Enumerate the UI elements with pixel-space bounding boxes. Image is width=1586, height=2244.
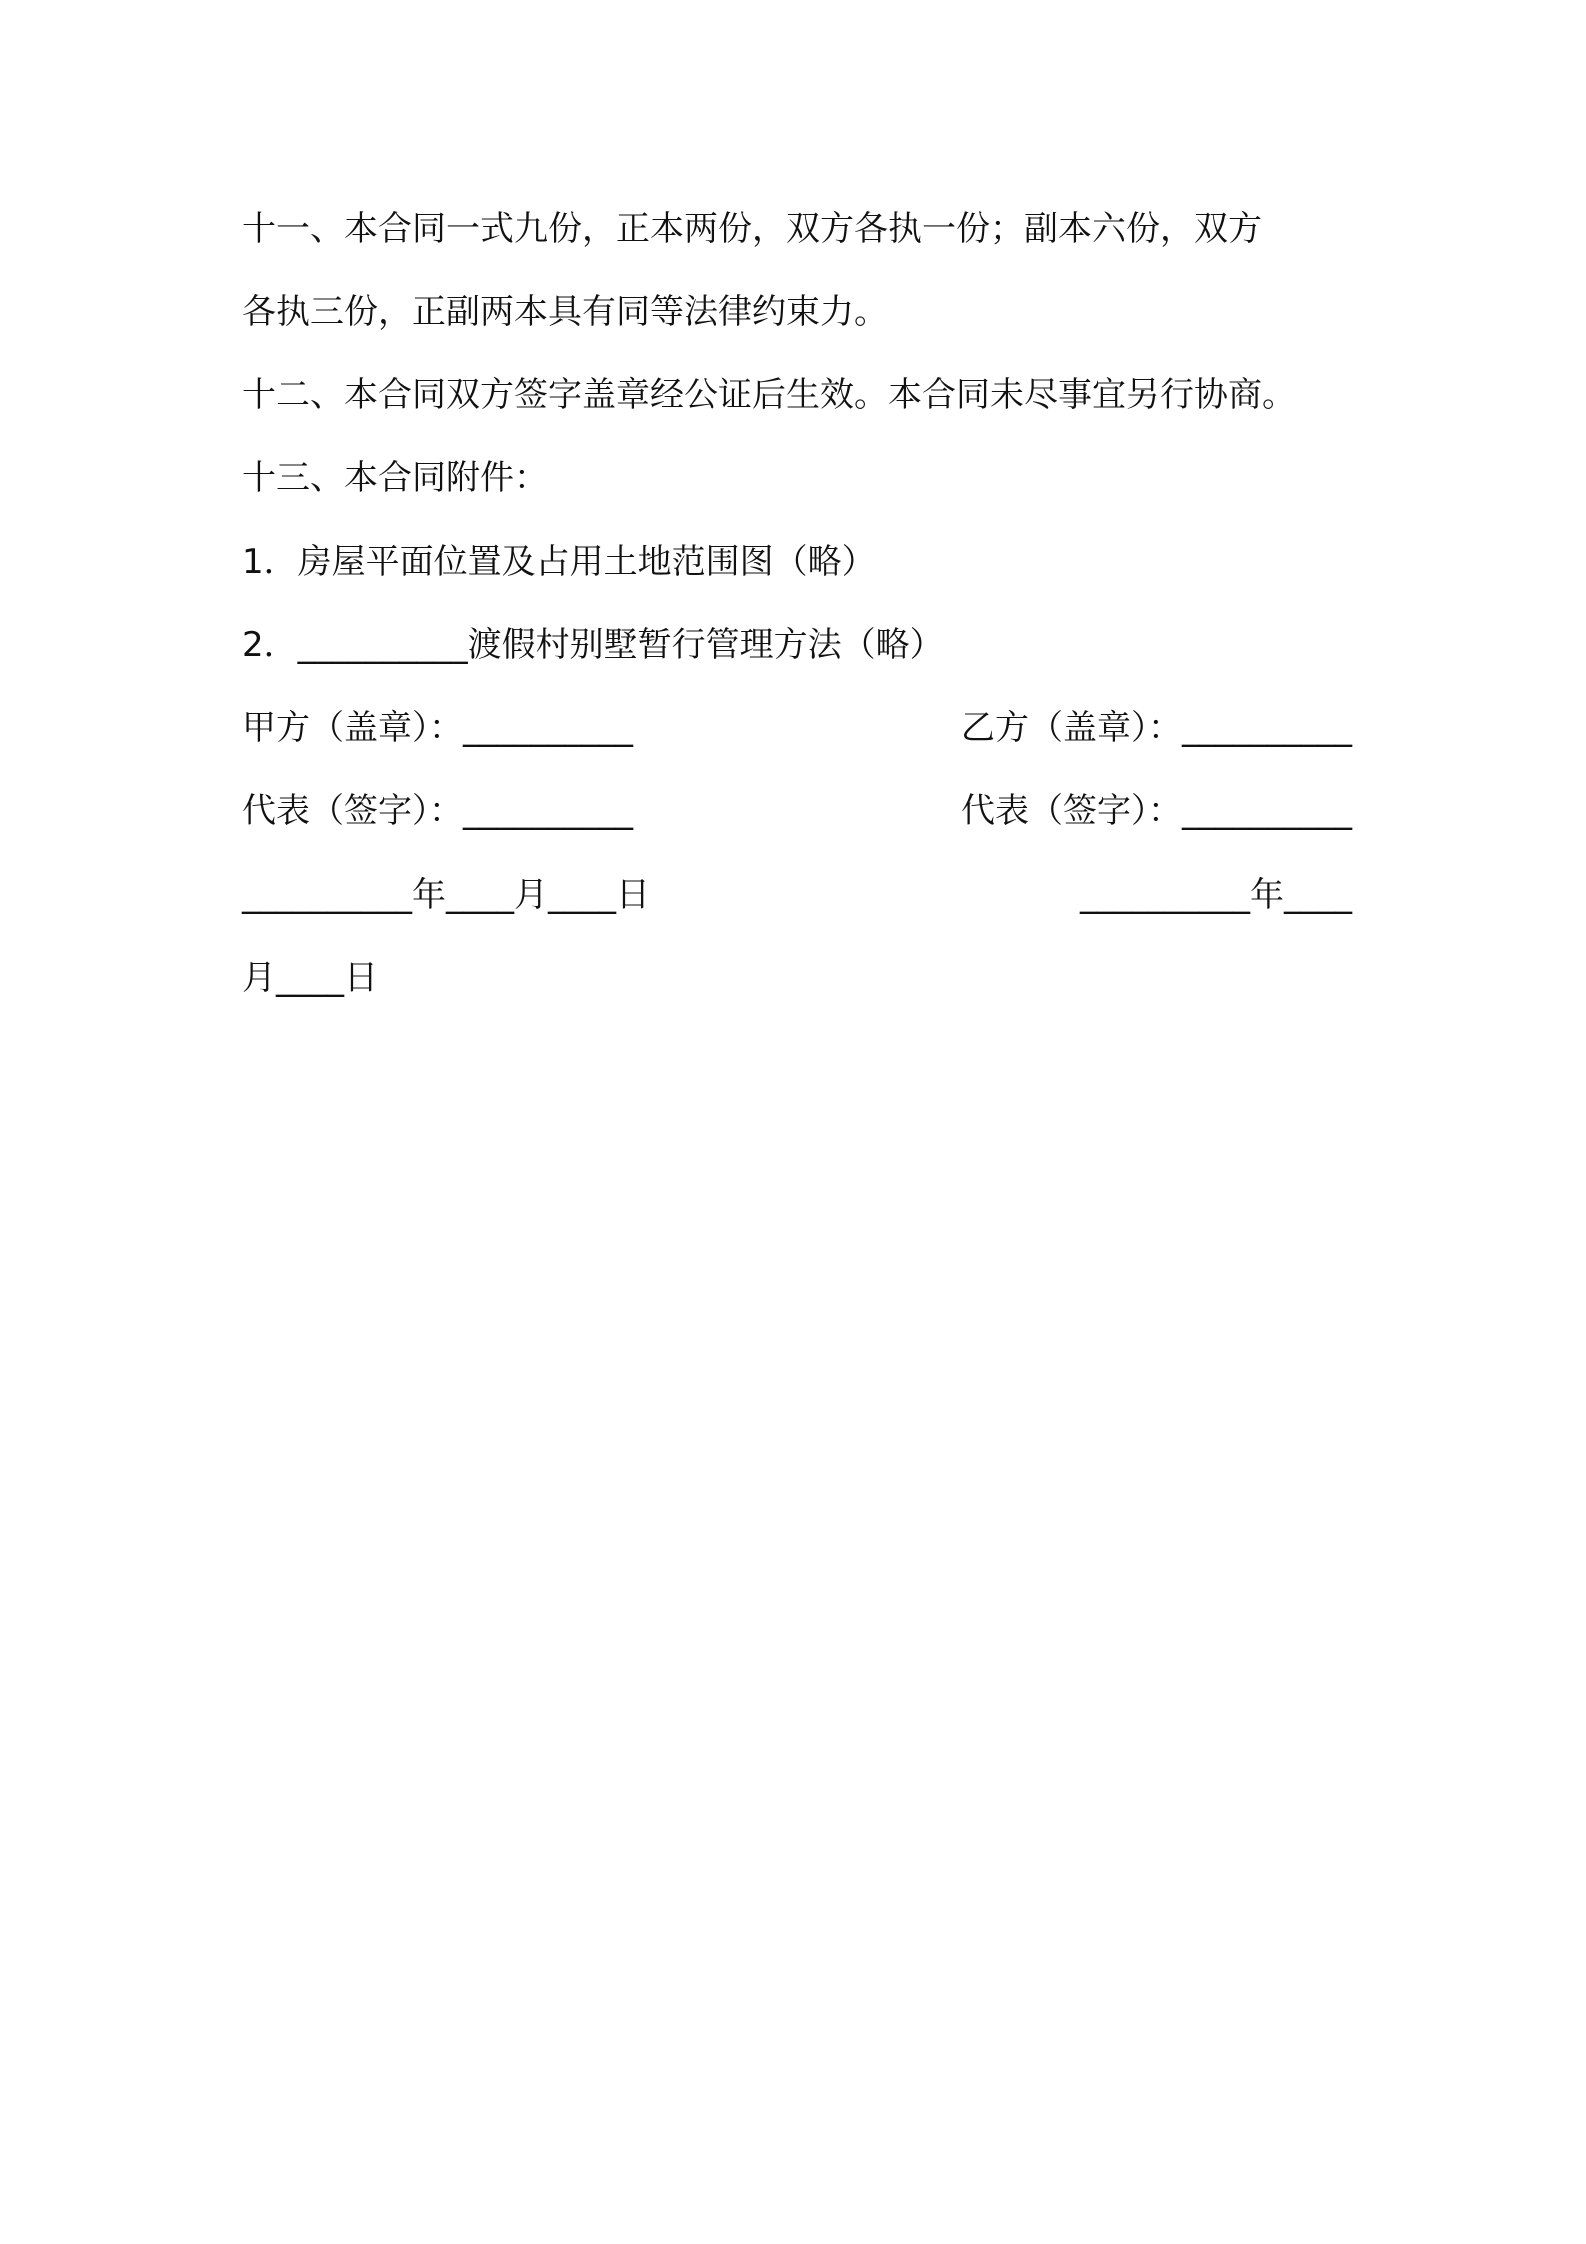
clause-12: 十二、本合同双方签字盖章经公证后生效。本合同未尽事宜另行协商。	[242, 375, 1296, 415]
party-b-date-part-1: __________年____	[1080, 875, 1352, 915]
seal-row	[242, 704, 1352, 752]
representative-row	[242, 787, 1352, 835]
clause-13: 十三、本合同附件：	[242, 458, 548, 498]
party-b-representative: 代表（签字）：__________	[961, 791, 1352, 831]
party-b-seal: 乙方（盖章）：__________	[961, 708, 1352, 748]
party-a-representative: 代表（签字）：__________	[242, 791, 633, 831]
party-a-seal: 甲方（盖章）：__________	[242, 708, 633, 748]
party-b-date-part-2: 月____日	[242, 958, 378, 998]
party-a-date: __________年____月____日	[242, 875, 650, 915]
clause-11-line-1: 十一、本合同一式九份，正本两份，双方各执一份；副本六份，双方	[242, 209, 1262, 249]
date-row	[242, 871, 1352, 919]
attachment-item-2: 2．__________渡假村别墅暂行管理方法（略）	[242, 625, 944, 665]
clause-11-line-2: 各执三份，正副两本具有同等法律约束力。	[242, 292, 888, 332]
attachment-item-1: 1．房屋平面位置及占用土地范围图（略）	[242, 542, 876, 582]
